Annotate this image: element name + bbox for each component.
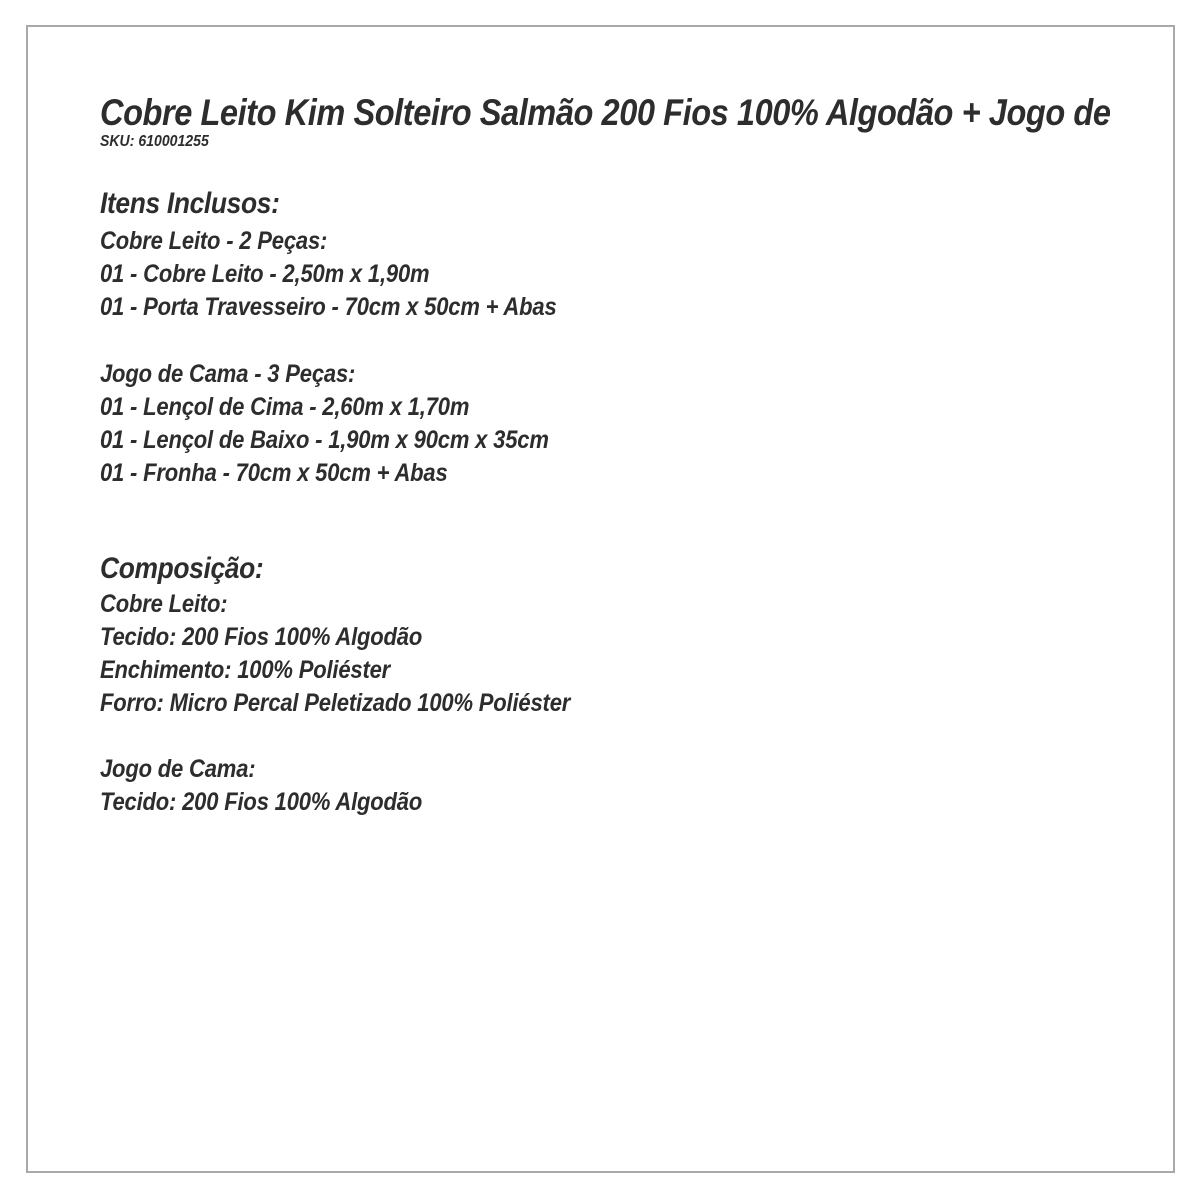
item-group-jogo-de-cama xyxy=(100,358,549,490)
item-line: 01 - Porta Travesseiro - 70cm x 50cm + Abas xyxy=(100,293,557,321)
item-line: 01 - Fronha - 70cm x 50cm + Abas xyxy=(100,459,448,487)
composition-line-group-label: Cobre Leito: xyxy=(100,590,228,618)
product-title: Cobre Leito Kim Solteiro Salmão 200 Fios 100% Algodão + Jogo de xyxy=(100,92,1111,133)
composition-line: Forro: Micro Percal Peletizado 100% Poliéster xyxy=(100,689,571,717)
item-group-cobre-leito xyxy=(100,225,557,324)
composition-line: Tecido: 200 Fios 100% Algodão xyxy=(100,623,423,651)
composition-line: Enchimento: 100% Poliéster xyxy=(100,656,391,684)
item-line-group-label: Cobre Leito - 2 Peças: xyxy=(100,227,328,255)
composition-group-jogo-de-cama xyxy=(100,753,422,819)
composition-group-cobre-leito xyxy=(100,588,570,720)
item-line: 01 - Lençol de Cima - 2,60m x 1,70m xyxy=(100,393,470,421)
section-heading-composicao: Composição: xyxy=(100,552,264,585)
section-heading-itens-inclusos: Itens Inclusos: xyxy=(100,187,280,220)
composition-line: Tecido: 200 Fios 100% Algodão xyxy=(100,788,423,816)
item-line: 01 - Cobre Leito - 2,50m x 1,90m xyxy=(100,260,430,288)
content-area xyxy=(100,0,1200,1200)
composition-line-group-label: Jogo de Cama: xyxy=(100,755,256,783)
item-line: 01 - Lençol de Baixo - 1,90m x 90cm x 35cm xyxy=(100,426,549,454)
product-sku: SKU: 610001255 xyxy=(100,133,209,150)
item-line-group-label: Jogo de Cama - 3 Peças: xyxy=(100,360,356,388)
